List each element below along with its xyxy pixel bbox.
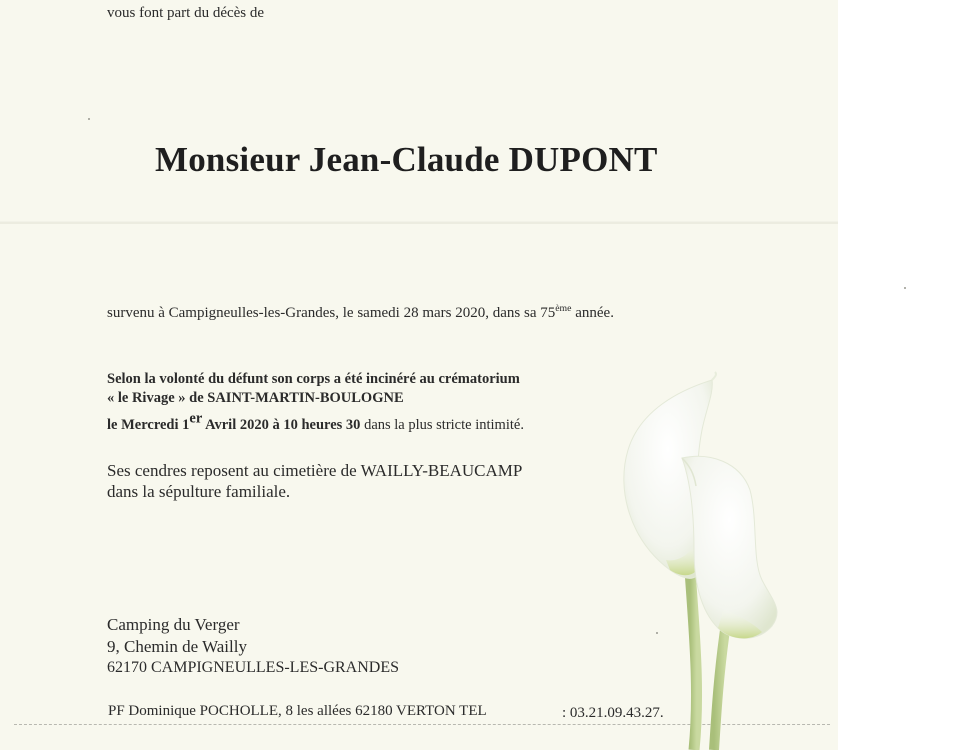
cremation-date-time: Avril 2020 à 10 heures 30 — [202, 417, 361, 433]
cremation-intimacy: dans la plus stricte intimité. — [360, 417, 524, 433]
address-line-1: Camping du Verger — [107, 615, 240, 634]
death-text-end: année. — [571, 305, 614, 321]
death-superscript: ème — [555, 303, 572, 314]
fold-line — [0, 221, 838, 224]
calla-lily-icon — [590, 370, 810, 750]
ashes-line-1: Ses cendres reposent au cimetière de WAILLY-BEAUCAMP — [107, 461, 523, 480]
address-line-2: 9, Chemin de Wailly — [107, 637, 247, 656]
deceased-name: Monsieur Jean-Claude DUPONT — [155, 140, 658, 179]
scan-speck — [904, 287, 906, 289]
cremation-line-3 — [107, 410, 524, 434]
ashes-line-2: dans la sépulture familiale. — [107, 482, 291, 501]
cremation-line-2: « le Rivage » de SAINT-MARTIN-BOULOGNE — [107, 390, 404, 406]
cremation-line-1: Selon la volonté du défunt son corps a été incinéré au crématorium — [107, 371, 520, 387]
funeral-home-phone: : 03.21.09.43.27. — [562, 705, 664, 721]
death-notice-line — [107, 305, 614, 322]
address-line-3: 62170 CAMPIGNEULLES-LES-GRANDES — [107, 659, 399, 676]
death-text: survenu à Campigneulles-les-Grandes, le samedi 28 mars 2020, dans sa 75 — [107, 305, 556, 321]
intro-text: vous font part du décès de — [107, 5, 265, 21]
funeral-home-info: PF Dominique POCHOLLE, 8 les allées 62180 VERTON TEL — [108, 703, 487, 719]
cremation-date-sup: er — [189, 410, 203, 427]
cremation-date-start: le Mercredi 1 — [107, 417, 190, 433]
paper-speck — [88, 118, 90, 120]
